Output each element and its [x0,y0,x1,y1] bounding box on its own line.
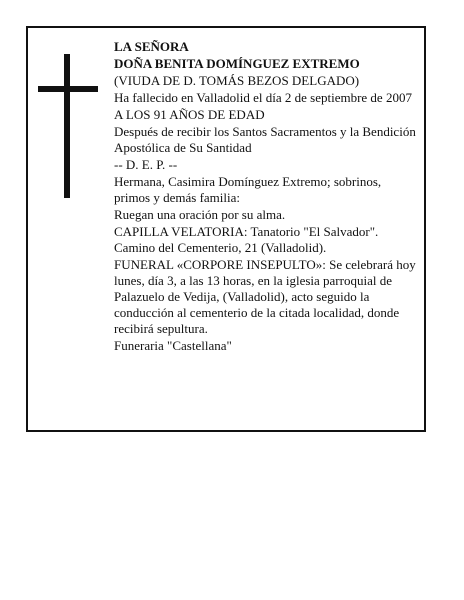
notice-text-block [114,39,416,355]
widow-of-line: (VIUDA DE D. TOMÁS BEZOS DELGADO) [114,73,360,88]
cross-vertical-bar [64,54,70,198]
obituary-notice [26,26,426,432]
notice-title: LA SEÑORA [114,39,189,54]
funeral-home-line: Funeraria "Castellana" [114,338,232,353]
family-line: Hermana, Casimira Domínguez Extremo; sobrinos, primos y demás familia: [114,174,382,205]
death-announcement: Ha fallecido en Valladolid el día 2 de septiembre de 2007 [114,90,412,105]
chapel-line: CAPILLA VELATORIA: Tanatorio "El Salvador". Camino del Cementerio, 21 (Valladolid). [114,224,379,255]
prayer-line: Ruegan una oración por su alma. [114,207,286,222]
rip-line: -- D. E. P. -- [114,157,178,172]
funeral-line: FUNERAL «CORPORE INSEPULTO»: Se celebrará hoy lunes, día 3, a las 13 horas, en la iglesia parroquial de Palazuelo de Vedija, (Valladolid), acto seguido la conducción al cementerio de la citada localidad, donde recibirá sepultura. [114,257,416,336]
age-line: A LOS 91 AÑOS DE EDAD [114,107,265,122]
sacraments-line: Después de recibir los Santos Sacramentos y la Bendición Apostólica de Su Santidad [114,124,416,155]
cross-horizontal-bar [38,86,98,92]
deceased-name: DOÑA BENITA DOMÍNGUEZ EXTREMO [114,56,360,71]
cross-icon [38,54,98,198]
